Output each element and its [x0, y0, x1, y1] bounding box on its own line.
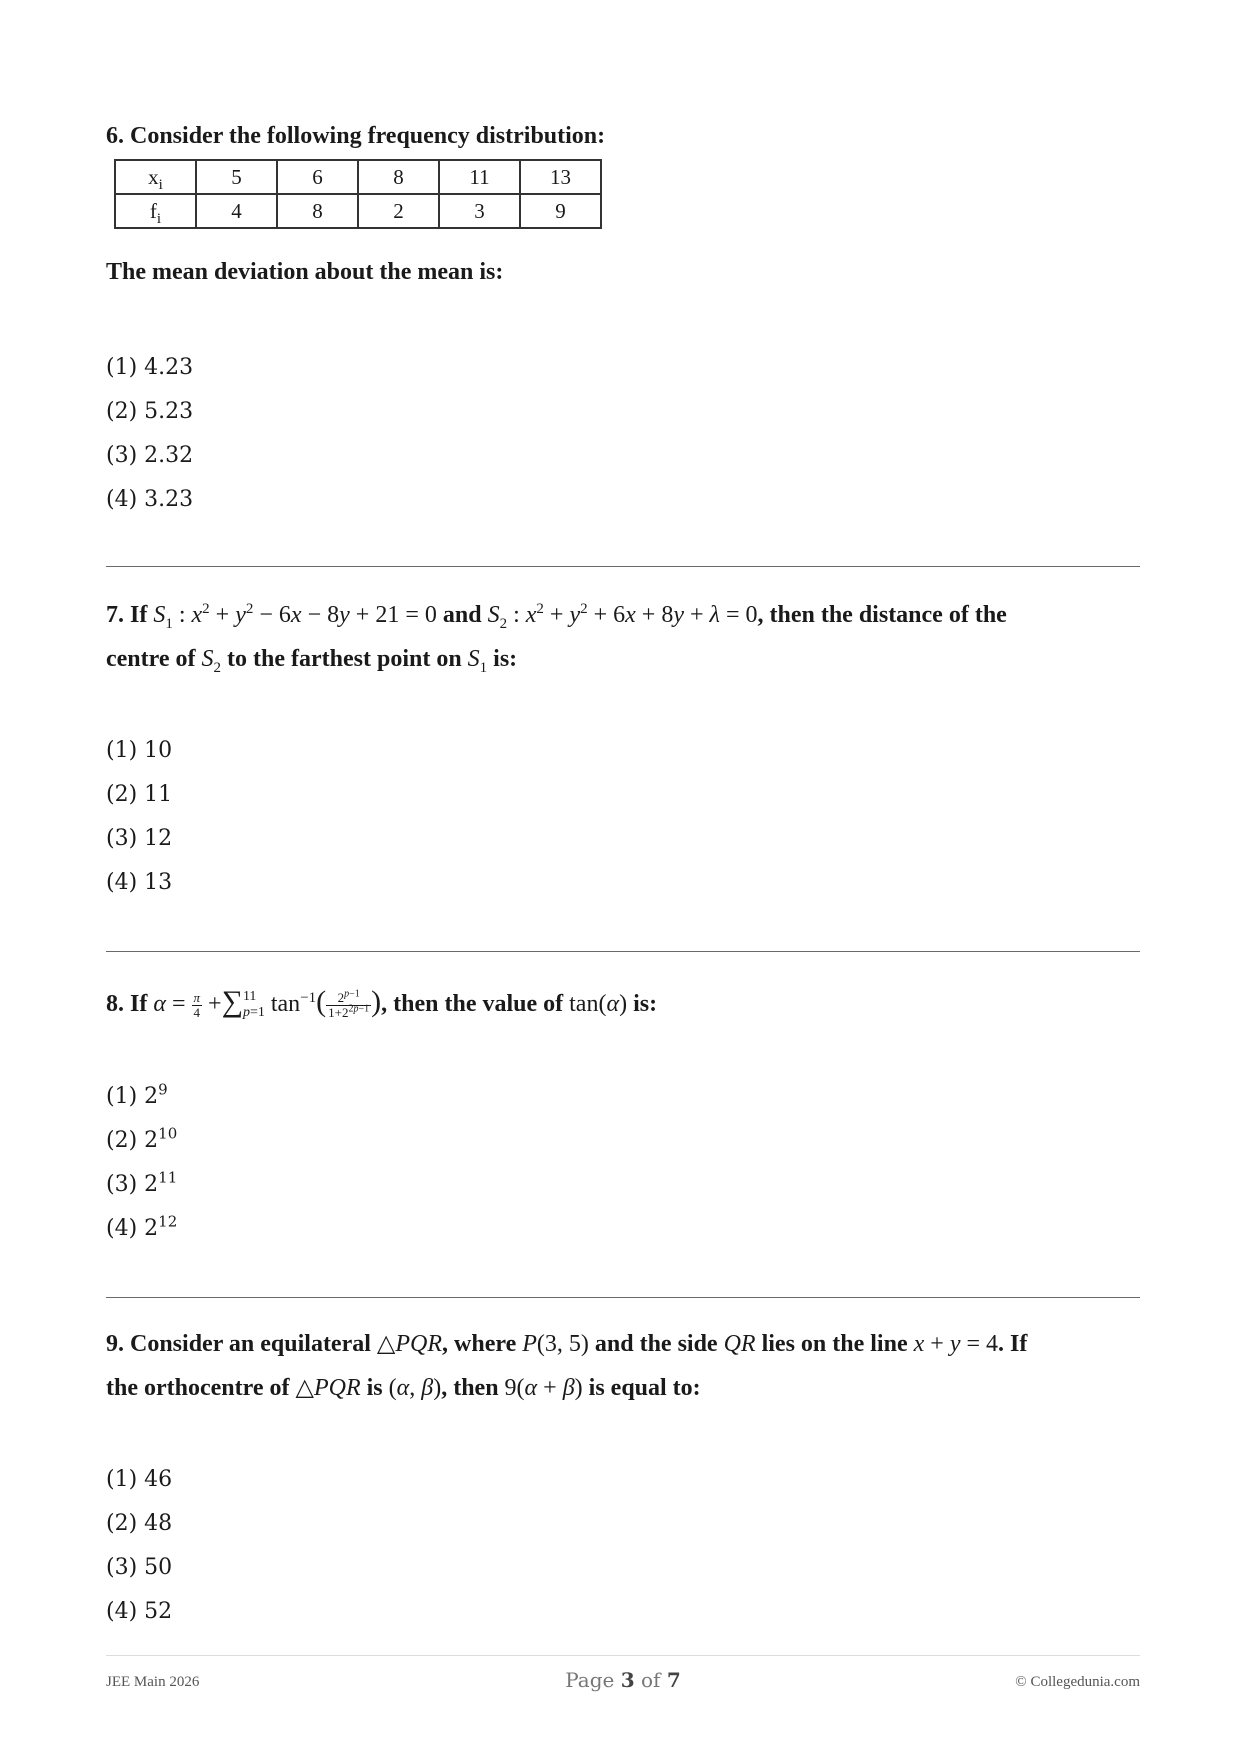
question-9 — [106, 1322, 1140, 1410]
question-9-options — [106, 1458, 172, 1634]
question-6-prompt-wrap — [106, 250, 1140, 294]
option-3[interactable]: (3) 12 — [106, 826, 173, 851]
table-cell: 9 — [520, 194, 601, 228]
table-cell: 11 — [439, 160, 520, 194]
table-row-x — [115, 160, 601, 194]
table-cell: 2 — [358, 194, 439, 228]
option-1[interactable]: (1) 4.23 — [106, 355, 194, 380]
question-8 — [106, 980, 1140, 1026]
table-cell: 8 — [358, 160, 439, 194]
question-9-stem: 9. Consider an equilateral △PQR, where P(3, 5) and the side QR lies on the line x + y = 4. If the orthocentre of △PQR is (α, β), then 9(α + β) is equal to: — [106, 1331, 1028, 1401]
footer-exam-name: JEE Main 2026 — [106, 1674, 200, 1690]
divider — [106, 951, 1140, 952]
option-4[interactable]: (4) 13 — [106, 870, 173, 895]
option-3[interactable]: (3) 2.32 — [106, 443, 194, 468]
question-6-options — [106, 346, 193, 522]
option-1[interactable]: (1) $2^9$ — [106, 1080, 168, 1109]
table-cell: 4 — [196, 194, 277, 228]
option-2[interactable]: (2) 48 — [106, 1511, 173, 1536]
question-6 — [106, 114, 1140, 158]
question-7-stem: 7. If $S_1$ : $x^2 + y^2 - 6x - 8y + 21 = 0$ and $S_2$ : $x^2 + y^2 + 6x + 8y + \lambda = 0$, then the distance of the centre of $S_2$ to the farthest point on $S_1$ is: — [106, 601, 1007, 676]
question-6-prompt: The mean deviation about the mean is: — [106, 259, 504, 285]
option-4[interactable]: (4) 3.23 — [106, 487, 194, 512]
option-4[interactable]: (4) $2^{12}$ — [106, 1212, 178, 1241]
question-8-stem: 8. If α = $\frac{\pi}{4}$ +∑ 11 p=1 $\tan^{-1}$( $\frac{2^{p-1}}{1+2^{2p-1}}$ ), then the value of tan(α) is: — [106, 985, 658, 1021]
question-7-options — [106, 729, 172, 905]
question-6-stem: 6. Consider the following frequency distribution: — [106, 123, 606, 149]
table-cell: 3 — [439, 194, 520, 228]
table-cell: 13 — [520, 160, 601, 194]
question-8-options — [106, 1075, 177, 1251]
option-2[interactable]: (2) $2^{10}$ — [106, 1124, 178, 1153]
table-header-x: $x_i$ — [115, 160, 196, 194]
page-footer — [106, 1655, 1140, 1692]
table-header-f: $f_i$ — [115, 194, 196, 228]
frequency-table — [114, 159, 602, 229]
option-2[interactable]: (2) 5.23 — [106, 399, 194, 424]
footer-page-indicator: Page 3 of 7 — [565, 1668, 681, 1692]
option-1[interactable]: (1) 46 — [106, 1467, 173, 1492]
option-2[interactable]: (2) 11 — [106, 782, 173, 807]
table-row-f — [115, 194, 601, 228]
table-cell: 8 — [277, 194, 358, 228]
option-4[interactable]: (4) 52 — [106, 1599, 173, 1624]
question-7 — [106, 593, 1140, 681]
option-3[interactable]: (3) 50 — [106, 1555, 173, 1580]
table-cell: 6 — [277, 160, 358, 194]
divider — [106, 1297, 1140, 1298]
footer-copyright: © Collegedunia.com — [1015, 1674, 1140, 1690]
option-1[interactable]: (1) 10 — [106, 738, 173, 763]
option-3[interactable]: (3) $2^{11}$ — [106, 1168, 178, 1197]
divider — [106, 566, 1140, 567]
table-cell: 5 — [196, 160, 277, 194]
